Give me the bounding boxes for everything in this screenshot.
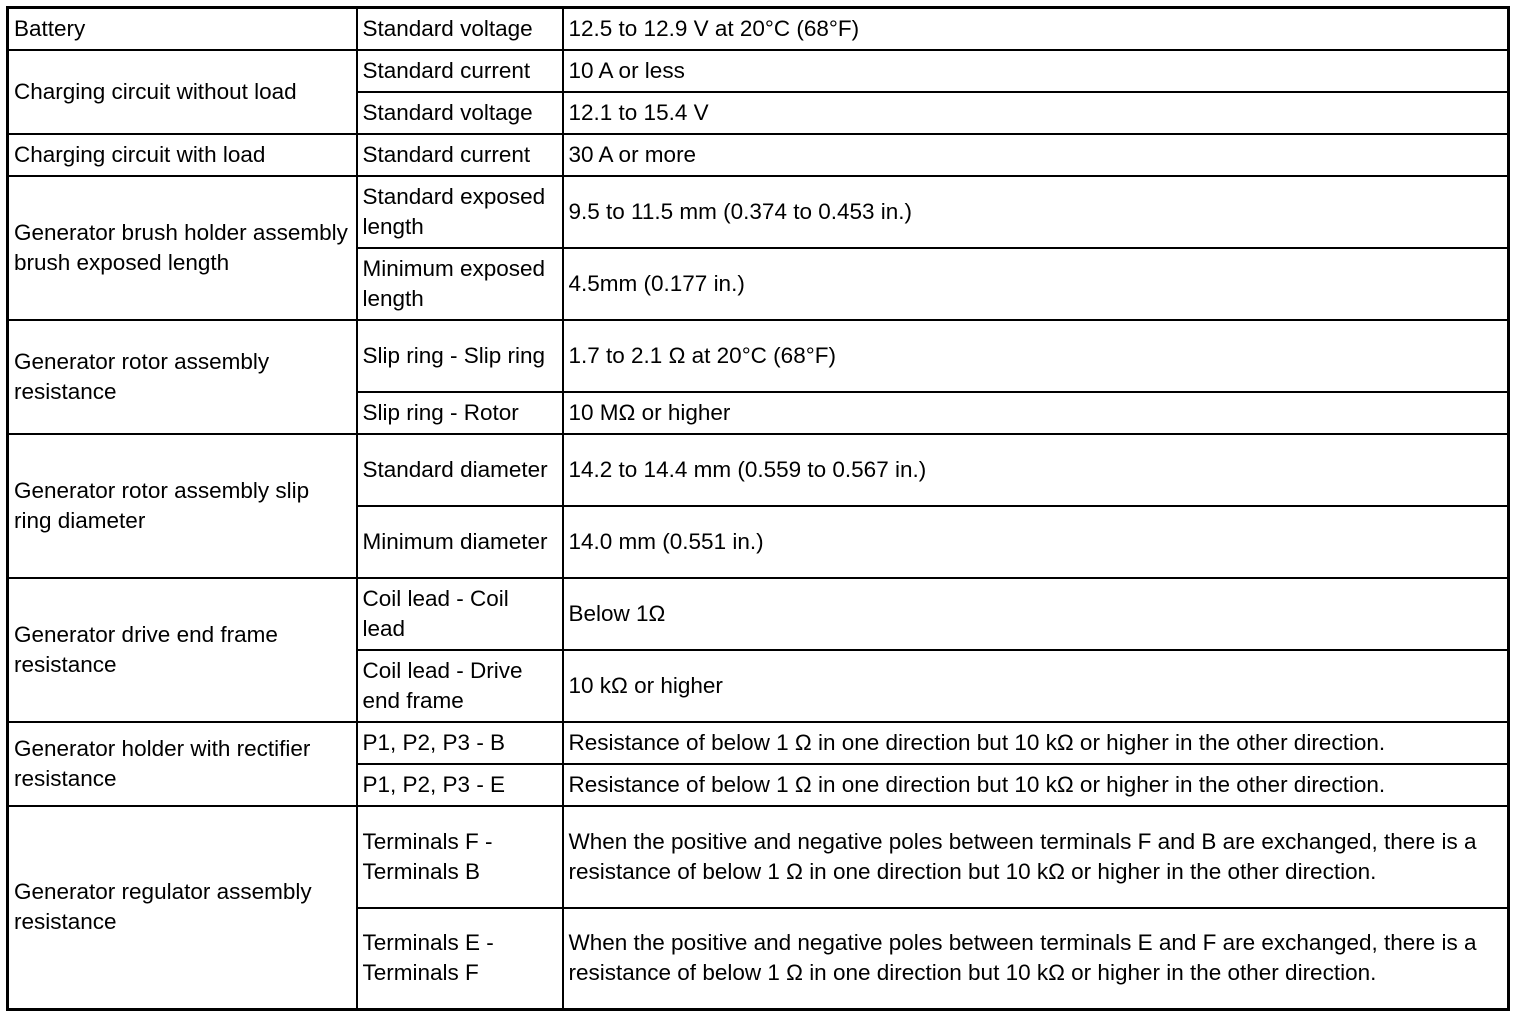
table-row — [8, 722, 1509, 764]
condition-cell: Standard current — [357, 50, 563, 92]
value-cell: 12.1 to 15.4 V — [563, 92, 1509, 134]
value-cell: Below 1Ω — [563, 578, 1509, 650]
value-cell: 10 kΩ or higher — [563, 650, 1509, 722]
condition-cell: P1, P2, P3 - E — [357, 764, 563, 806]
item-cell: Charging circuit without load — [8, 50, 357, 134]
item-cell: Charging circuit with load — [8, 134, 357, 176]
condition-cell: Standard exposed length — [357, 176, 563, 248]
value-cell: Resistance of below 1 Ω in one direction but 10 kΩ or higher in the other direction. — [563, 722, 1509, 764]
condition-cell: Standard voltage — [357, 8, 563, 50]
value-cell: 10 A or less — [563, 50, 1509, 92]
value-cell: 30 A or more — [563, 134, 1509, 176]
item-cell: Generator rotor assembly slip ring diameter — [8, 434, 357, 578]
table-row — [8, 8, 1509, 50]
table-row — [8, 50, 1509, 92]
condition-cell: Slip ring - Slip ring — [357, 320, 563, 392]
condition-cell: Standard diameter — [357, 434, 563, 506]
value-cell: 10 MΩ or higher — [563, 392, 1509, 434]
condition-cell: Coil lead - Coil lead — [357, 578, 563, 650]
value-cell: When the positive and negative poles between terminals F and B are exchanged, there is a resistance of below 1 Ω in one direction but 10 kΩ or higher in the other direction. — [563, 806, 1509, 908]
table-row — [8, 806, 1509, 908]
item-cell: Generator regulator assembly resistance — [8, 806, 357, 1010]
item-cell: Generator holder with rectifier resistance — [8, 722, 357, 806]
value-cell: 1.7 to 2.1 Ω at 20°C (68°F) — [563, 320, 1509, 392]
table-row — [8, 176, 1509, 248]
specification-table — [6, 6, 1510, 1011]
value-cell: Resistance of below 1 Ω in one direction but 10 kΩ or higher in the other direction. — [563, 764, 1509, 806]
table-row — [8, 578, 1509, 650]
table-row — [8, 320, 1509, 392]
value-cell: 14.0 mm (0.551 in.) — [563, 506, 1509, 578]
value-cell: 9.5 to 11.5 mm (0.374 to 0.453 in.) — [563, 176, 1509, 248]
item-cell: Generator rotor assembly resistance — [8, 320, 357, 434]
table-row — [8, 134, 1509, 176]
condition-cell: P1, P2, P3 - B — [357, 722, 563, 764]
condition-cell: Minimum exposed length — [357, 248, 563, 320]
item-cell: Generator drive end frame resistance — [8, 578, 357, 722]
condition-cell: Standard current — [357, 134, 563, 176]
value-cell: 14.2 to 14.4 mm (0.559 to 0.567 in.) — [563, 434, 1509, 506]
condition-cell: Minimum diameter — [357, 506, 563, 578]
value-cell: When the positive and negative poles between terminals E and F are exchanged, there is a resistance of below 1 Ω in one direction but 10 kΩ or higher in the other direction. — [563, 908, 1509, 1010]
item-cell: Battery — [8, 8, 357, 50]
table-row — [8, 434, 1509, 506]
value-cell: 12.5 to 12.9 V at 20°C (68°F) — [563, 8, 1509, 50]
condition-cell: Terminals F - Terminals B — [357, 806, 563, 908]
value-cell: 4.5mm (0.177 in.) — [563, 248, 1509, 320]
condition-cell: Coil lead - Drive end frame — [357, 650, 563, 722]
condition-cell: Slip ring - Rotor — [357, 392, 563, 434]
item-cell: Generator brush holder assembly brush exposed length — [8, 176, 357, 320]
condition-cell: Terminals E - Terminals F — [357, 908, 563, 1010]
condition-cell: Standard voltage — [357, 92, 563, 134]
